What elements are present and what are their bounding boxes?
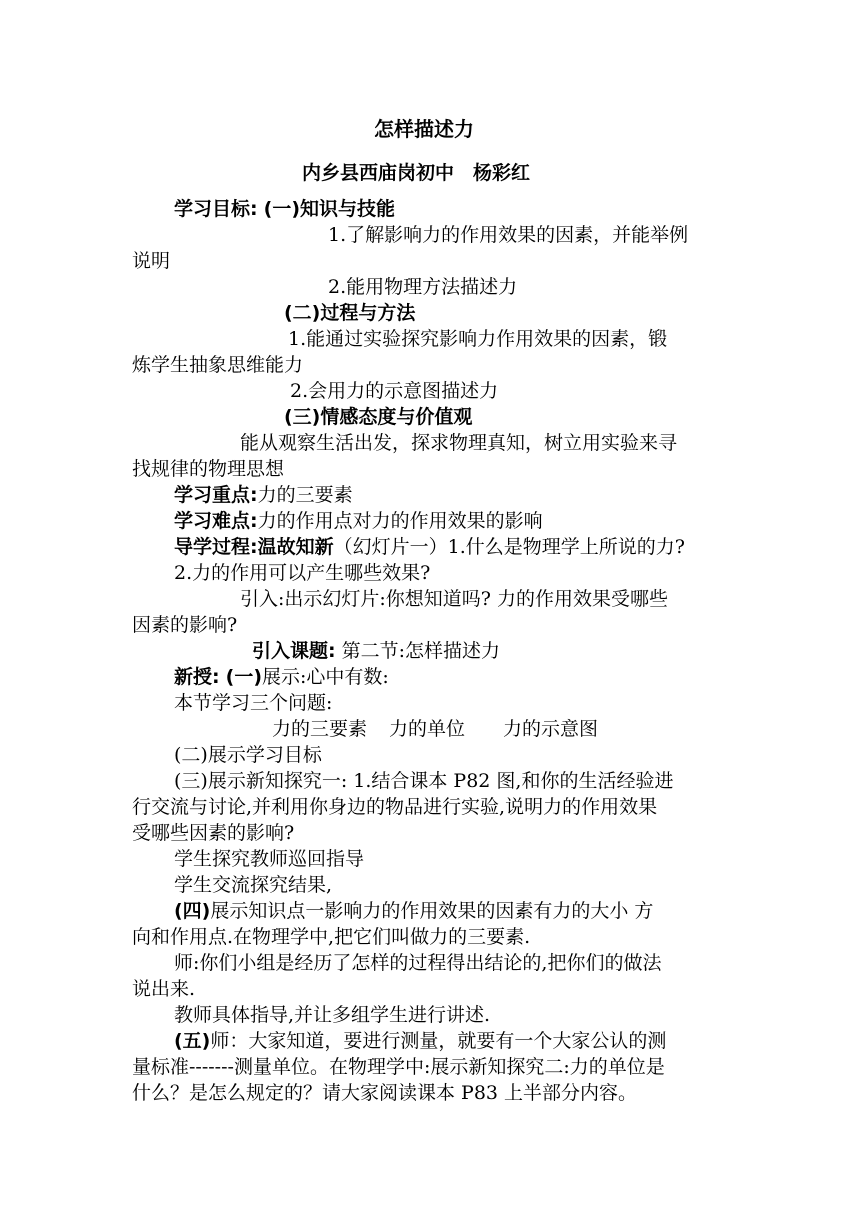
intro-line: 引入:出示幻灯片:你想知道吗? 力的作用效果受哪些 (240, 588, 669, 610)
document-title: 怎样描述力 (374, 117, 474, 141)
process-method-heading: (二)过程与方法 (284, 302, 416, 324)
new-lesson-line (174, 664, 389, 690)
step-5-text: 师：大家知道，要进行测量，就要有一个大家公认的测 (210, 1030, 667, 1052)
step-4-text: 展示知识点一影响力的作用效果的因素有力的大小 方 (210, 900, 654, 922)
share-line: 学生交流探究结果, (174, 874, 333, 896)
review-label: 温故知新 (257, 536, 334, 558)
question-diagram: 力的示意图 (503, 718, 599, 740)
step-5-label: (五) (174, 1030, 211, 1052)
step-5 (174, 1028, 666, 1054)
step-3-cont-1: 行交流与讨论,并利用你身边的物品进行实验,说明力的作用效果 (132, 796, 658, 818)
key-point-text: 力的三要素 (257, 484, 353, 506)
review-text: （幻灯片一）1.什么是物理学上所说的力? (333, 536, 685, 558)
intro-line-cont: 因素的影响? (132, 614, 238, 636)
process-label: 导学过程: (174, 536, 258, 558)
knowledge-item-1: 1.了解影响力的作用效果的因素，并能举例 (328, 224, 689, 246)
step-5-cont-2: 什么？是怎么规定的？请大家阅读课本 P83 上半部分内容。 (132, 1082, 638, 1104)
question-three-elements: 力的三要素 (272, 718, 368, 740)
knowledge-item-2: 2.能用物理方法描述力 (328, 276, 518, 298)
step-3: (三)展示新知探究一: 1.结合课本 P82 图,和你的生活经验进 (174, 770, 674, 792)
process-line (174, 534, 685, 560)
emotion-heading: (三)情感态度与价值观 (284, 406, 473, 428)
step-3-cont-2: 受哪些因素的影响? (132, 822, 295, 844)
teacher-line-cont: 说出来. (132, 978, 196, 1000)
step-4 (174, 898, 653, 924)
process-item-2: 2.会用力的示意图描述力 (290, 380, 499, 402)
difficulty-label: 学习难点: (174, 510, 258, 532)
difficulty-text: 力的作用点对力的作用效果的影响 (257, 510, 543, 532)
new-lesson-label: 新授: (174, 666, 220, 688)
step-5-cont-1: 量标准-------测量单位。在物理学中:展示新知探究二:力的单位是 (132, 1056, 665, 1078)
review-question-2: 2.力的作用可以产生哪些效果? (174, 562, 431, 584)
emotion-item: 能从观察生活出发，探求物理真知，树立用实验来寻 (240, 432, 678, 454)
objectives-label: 学习目标: (174, 198, 258, 220)
emotion-item-cont: 找规律的物理思想 (132, 458, 285, 480)
key-point-line (174, 482, 353, 508)
step-2: (二)展示学习目标 (174, 744, 322, 766)
topic-label: 引入课题: (252, 640, 336, 662)
knowledge-item-1-cont: 说明 (132, 250, 171, 272)
difficulty-line (174, 508, 543, 534)
key-point-label: 学习重点: (174, 484, 258, 506)
step-1-text: 展示:心中有数: (262, 666, 389, 688)
step-4-label: (四) (174, 900, 211, 922)
three-questions-list (272, 716, 598, 742)
topic-text: 第二节:怎样描述力 (335, 640, 501, 662)
step-4-cont: 向和作用点.在物理学中,把它们叫做力的三要素. (132, 926, 531, 948)
question-unit: 力的单位 (389, 718, 466, 740)
guide-line: 学生探究教师巡回指导 (174, 848, 365, 870)
three-questions-intro: 本节学习三个问题: (174, 692, 333, 714)
teacher-guide-line: 教师具体指导,并让多组学生进行讲述. (174, 1004, 491, 1026)
step-1-label: (一) (225, 666, 263, 688)
topic-line (252, 638, 500, 664)
teacher-line: 师:你们小组是经历了怎样的过程得出结论的,把你们的做法 (174, 952, 662, 974)
process-item-1-cont: 炼学生抽象思维能力 (132, 354, 304, 376)
objectives-heading-line (174, 196, 395, 222)
author-line: 内乡县西庙岗初中 杨彩红 (302, 162, 531, 184)
process-item-1: 1.能通过实验探究影响力作用效果的因素，锻 (288, 328, 668, 350)
knowledge-heading: (一)知识与技能 (263, 198, 396, 220)
